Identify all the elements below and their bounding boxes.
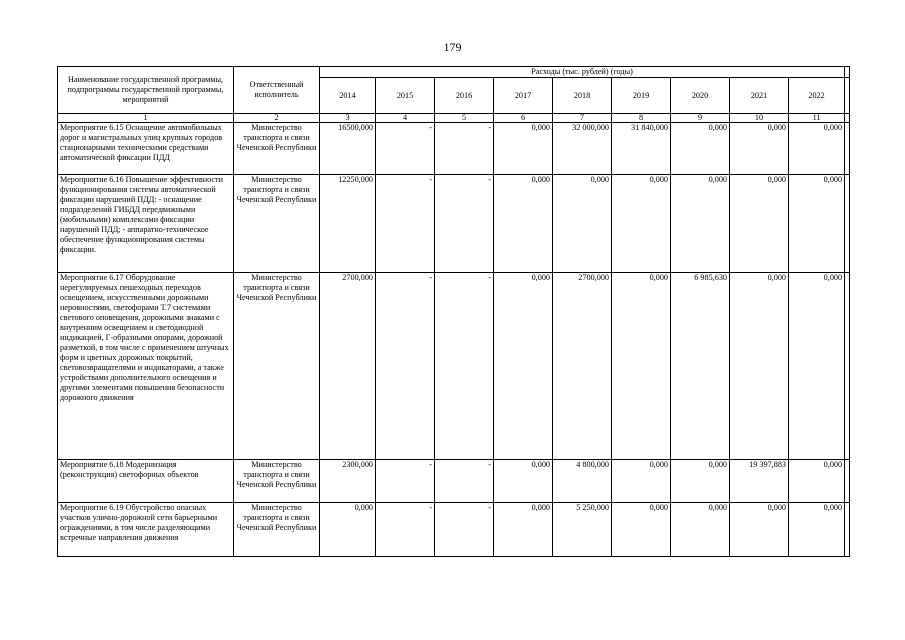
table-row [58, 503, 850, 557]
value-cell: 0,000 [671, 123, 730, 175]
value-cell: 0,000 [320, 503, 376, 557]
executor: Министерство транспорта и связи Чеченской Республики [234, 503, 320, 557]
value-cell: 0,000 [494, 503, 553, 557]
value-cell: 12250,000 [320, 175, 376, 273]
header-executor: Ответственный исполнитель [234, 67, 320, 114]
value-cell: 0,000 [612, 273, 671, 460]
executor: Министерство транспорта и связи Чеченской Республики [234, 123, 320, 175]
column-number: 2 [234, 114, 320, 123]
table-row [58, 460, 850, 503]
value-cell: 0,000 [612, 503, 671, 557]
value-cell: - [376, 503, 435, 557]
empty-cell [845, 175, 850, 273]
table-row [58, 273, 850, 460]
header-empty-cell [845, 78, 850, 114]
column-number: 7 [553, 114, 612, 123]
column-number: 1 [58, 114, 234, 123]
activity-name: Мероприятие 6.15 Оснащение автомобильных дорог и магистральных улиц крупных городов стационарными техническими средствами автоматической фиксации ПДД [58, 123, 234, 175]
column-number: 9 [671, 114, 730, 123]
value-cell: 0,000 [730, 273, 789, 460]
table-row [58, 175, 850, 273]
value-cell: - [376, 460, 435, 503]
value-cell: 0,000 [671, 175, 730, 273]
column-number: 10 [730, 114, 789, 123]
activity-name: Мероприятие 6.17 Оборудование нерегулируемых пешеходных переходов освещением, искусственными дорожными неровностями, светофорами Т.7 системами светового оповещения, дорожными знаками с внутренним освещением и светодиодной индикацией, Г-образными опорами, дорожной разметкой, в том числе с применением штучных форм и цветных дорожных покрытий, световозвращателями и индикаторами, а также устройствами дополнительного освещения и другими элементами повышения безопасности дорожного движения [58, 273, 234, 460]
header-name: Наименование государственной программы, подпрограммы государственной программы, мероприятий [58, 67, 234, 114]
value-cell: 0,000 [612, 175, 671, 273]
header-expenses: Расходы (тыс. рублей) (годы) [320, 67, 845, 78]
column-number: 6 [494, 114, 553, 123]
value-cell: - [435, 175, 494, 273]
value-cell: - [435, 460, 494, 503]
value-cell: 19 397,883 [730, 460, 789, 503]
value-cell: 2700,000 [553, 273, 612, 460]
value-cell: 0,000 [494, 460, 553, 503]
empty-cell [845, 273, 850, 460]
expenses-table [57, 66, 850, 557]
value-cell: 6 985,630 [671, 273, 730, 460]
value-cell: 4 800,000 [553, 460, 612, 503]
header-year: 2014 [320, 78, 376, 114]
value-cell: - [435, 123, 494, 175]
value-cell: - [435, 503, 494, 557]
header-year: 2018 [553, 78, 612, 114]
value-cell: 0,000 [730, 503, 789, 557]
value-cell: 0,000 [612, 460, 671, 503]
value-cell: 0,000 [730, 123, 789, 175]
header-year: 2022 [789, 78, 845, 114]
page-number: 179 [443, 40, 462, 54]
value-cell: 0,000 [494, 273, 553, 460]
header-year: 2016 [435, 78, 494, 114]
value-cell: 16500,000 [320, 123, 376, 175]
executor: Министерство транспорта и связи Чеченской Республики [234, 460, 320, 503]
column-number: 3 [320, 114, 376, 123]
header-year: 2019 [612, 78, 671, 114]
value-cell: 0,000 [730, 175, 789, 273]
value-cell: 2700,000 [320, 273, 376, 460]
value-cell: 0,000 [494, 175, 553, 273]
activity-name: Мероприятие 6.16 Повышение эффективности функционирования системы автоматической фиксации нарушений ПДД: - оснащение подразделений ГИБДД передвижными (мобильными) комплексами фиксации нарушений ПДД; - аппаратно-техническое обеспечение функционирования системы фиксации. [58, 175, 234, 273]
column-number: 4 [376, 114, 435, 123]
value-cell: 31 840,000 [612, 123, 671, 175]
executor: Министерство транспорта и связи Чеченской Республики [234, 273, 320, 460]
value-cell: - [435, 273, 494, 460]
value-cell: 0,000 [494, 123, 553, 175]
value-cell: 32 000,000 [553, 123, 612, 175]
column-number: 5 [435, 114, 494, 123]
value-cell: - [376, 273, 435, 460]
value-cell: 0,000 [789, 273, 845, 460]
header-year: 2021 [730, 78, 789, 114]
value-cell: 0,000 [789, 503, 845, 557]
value-cell: 0,000 [671, 503, 730, 557]
column-number: 8 [612, 114, 671, 123]
value-cell: 0,000 [789, 460, 845, 503]
value-cell: 5 250,000 [553, 503, 612, 557]
value-cell: 2300,000 [320, 460, 376, 503]
activity-name: Мероприятие 6.18 Модернизация (реконструкция) светофорных объектов [58, 460, 234, 503]
value-cell: 0,000 [671, 460, 730, 503]
header-year: 2017 [494, 78, 553, 114]
table-row [58, 123, 850, 175]
executor: Министерство транспорта и связи Чеченской Республики [234, 175, 320, 273]
column-number: 11 [789, 114, 845, 123]
empty-cell [845, 123, 850, 175]
value-cell: 0,000 [553, 175, 612, 273]
value-cell: 0,000 [789, 175, 845, 273]
value-cell: - [376, 175, 435, 273]
empty-cell [845, 114, 850, 123]
header-year: 2015 [376, 78, 435, 114]
activity-name: Мероприятие 6.19 Обустройство опасных участков улично-дорожной сети барьерными ограждениями, в том числе разделяющими встречные направления движения [58, 503, 234, 557]
header-year: 2020 [671, 78, 730, 114]
header-empty-cell [845, 67, 850, 78]
value-cell: 0,000 [789, 123, 845, 175]
empty-cell [845, 460, 850, 503]
empty-cell [845, 503, 850, 557]
value-cell: - [376, 123, 435, 175]
